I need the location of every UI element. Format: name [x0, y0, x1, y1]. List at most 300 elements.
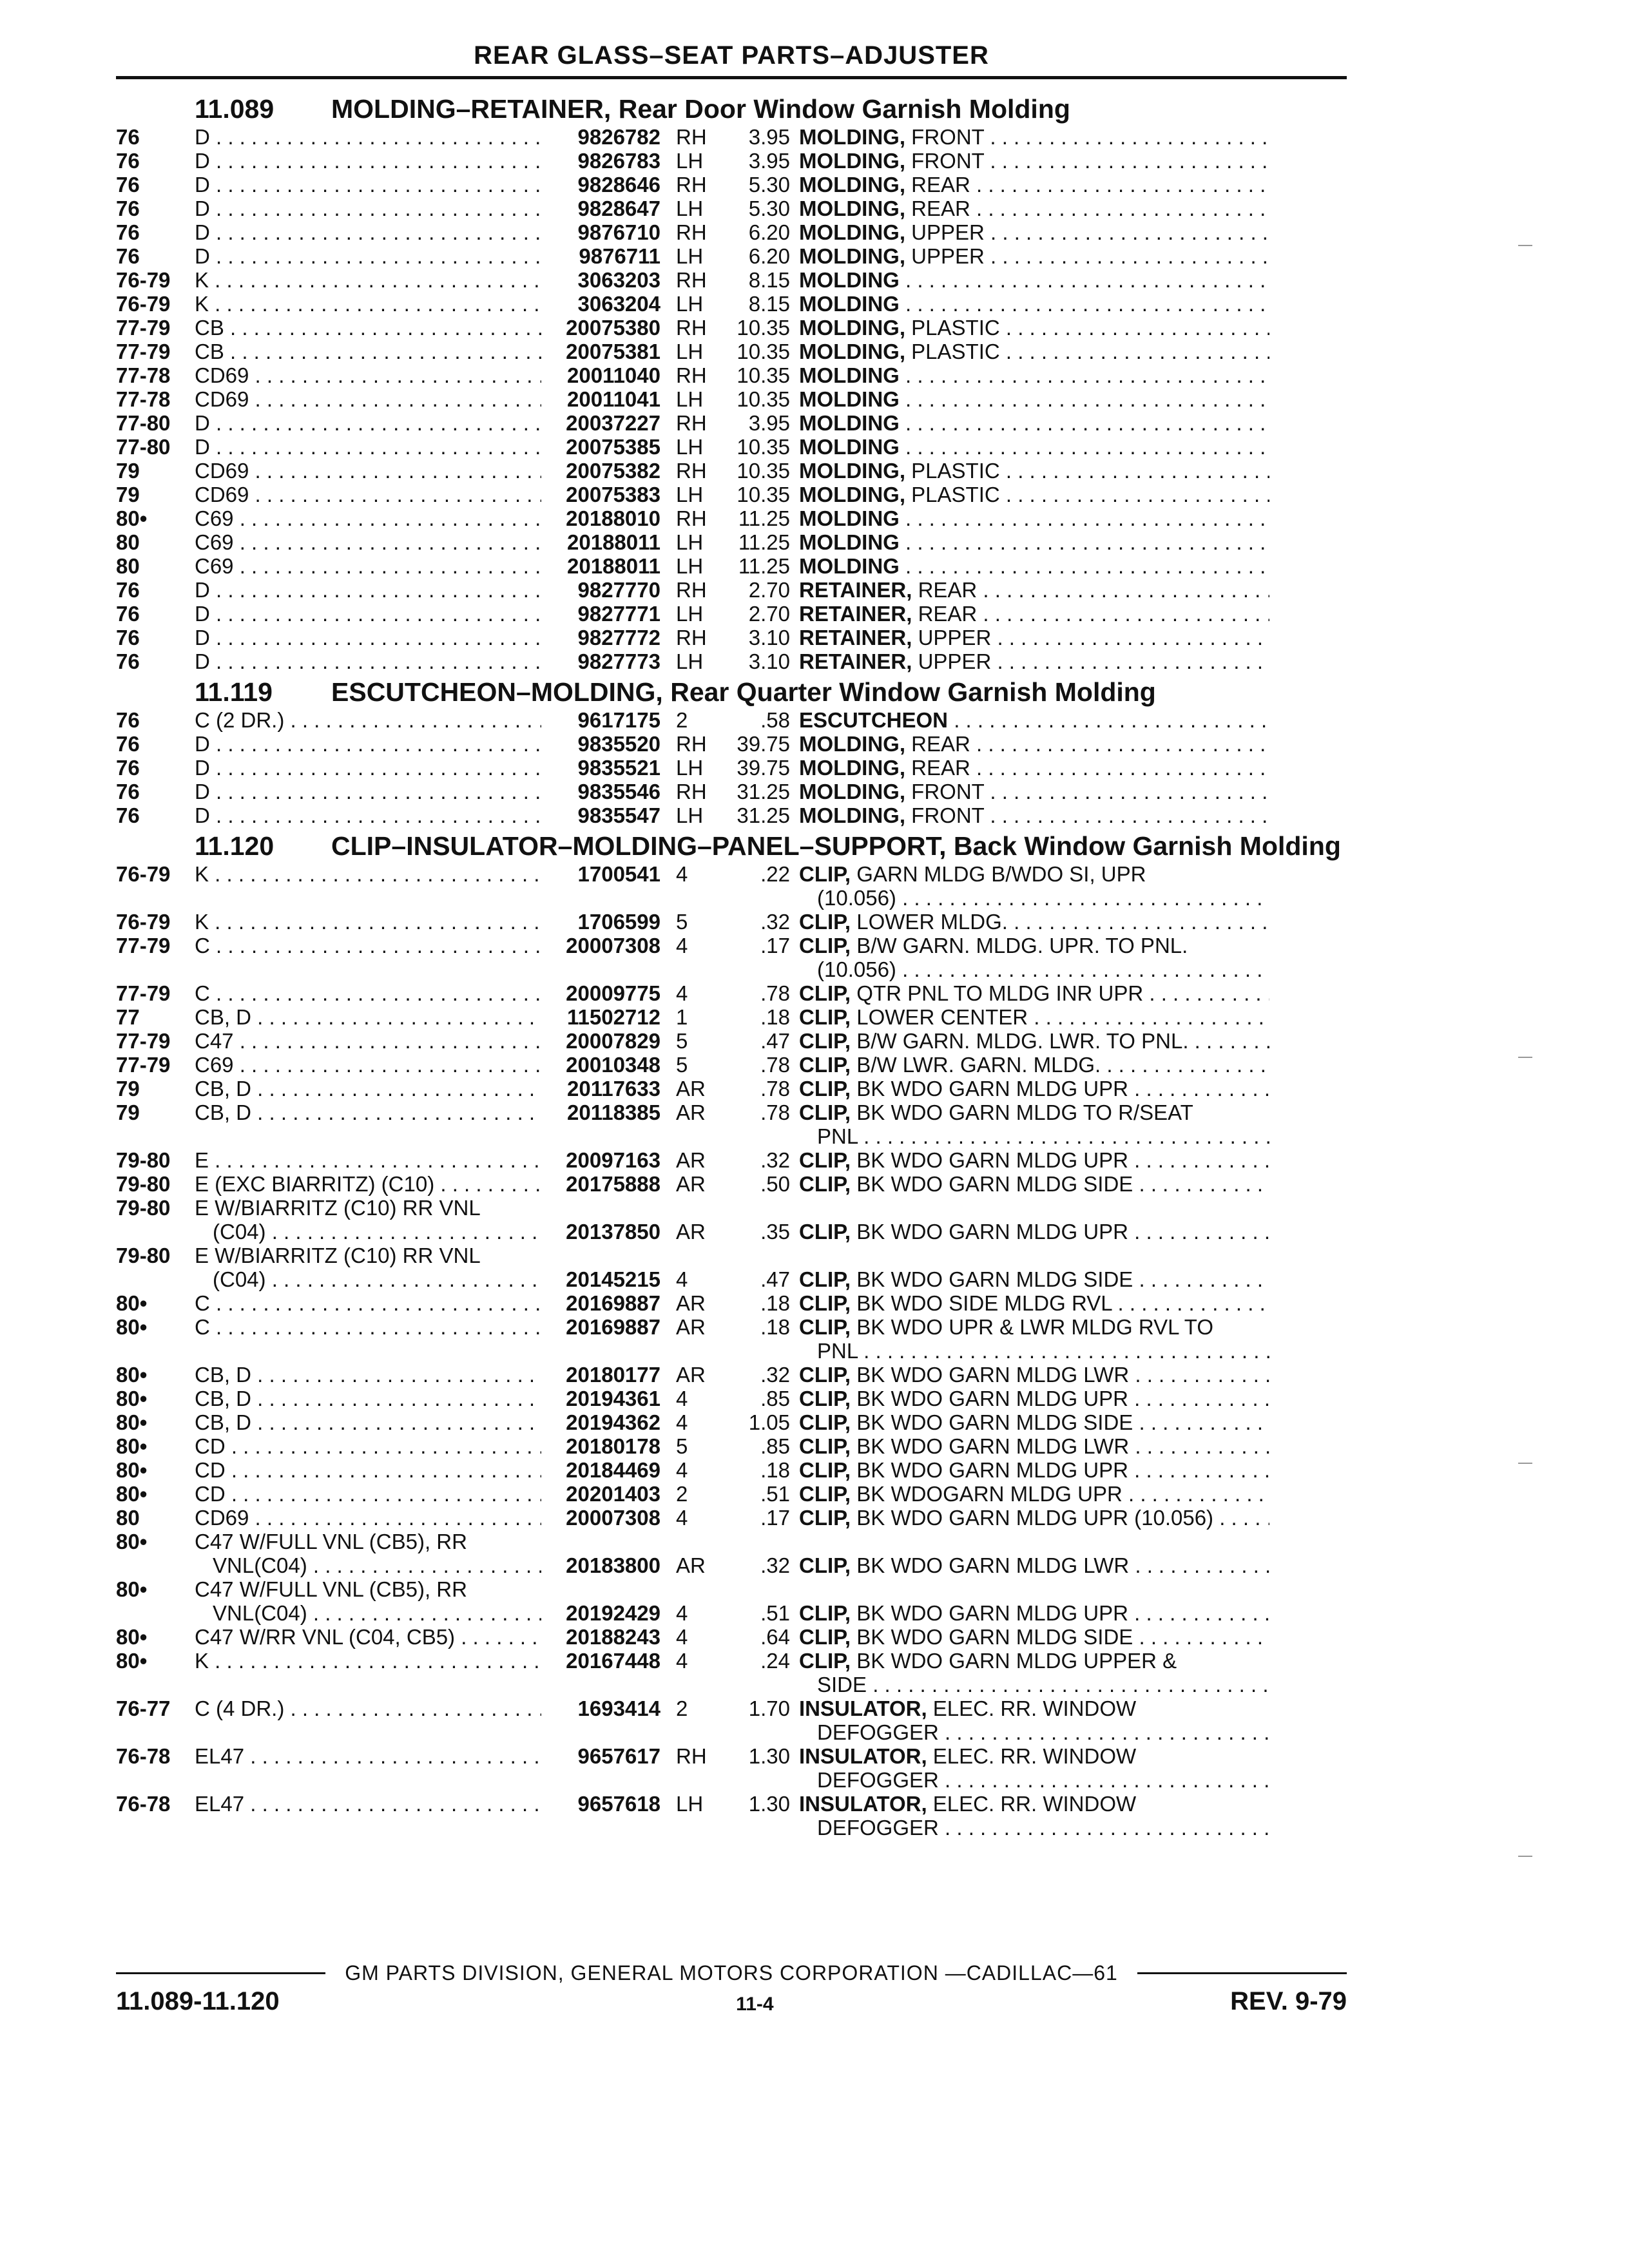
- row-part-number: 20194361: [566, 1387, 660, 1410]
- row-year: 79: [116, 1077, 140, 1100]
- row-description-cell: [799, 125, 1269, 149]
- row-price: 10.35: [737, 387, 790, 411]
- row-model: D . . .: [195, 435, 541, 459]
- row-description-name: CLIP,: [799, 1029, 851, 1053]
- row-description-cell: [799, 220, 1269, 244]
- row-model: CB, D . . .: [195, 1387, 541, 1410]
- row-description: [799, 411, 1269, 435]
- row-description-name: CLIP,: [799, 1315, 851, 1339]
- row-model-cell: [195, 934, 541, 957]
- row-year: 80•: [116, 1363, 148, 1387]
- row-model-cont: [195, 1267, 541, 1291]
- row-part-number: 20007829: [566, 1029, 660, 1053]
- row-description-cell: [799, 435, 1269, 459]
- row-year: 76-79: [116, 910, 171, 934]
- row-model: C69 . . .: [195, 1053, 541, 1077]
- row-description-cell: [799, 1577, 1269, 1625]
- table-row: [116, 244, 1347, 268]
- row-description-cont: [799, 1816, 1269, 1840]
- row-model-cell: [195, 1577, 541, 1625]
- row-price: 10.35: [737, 435, 790, 459]
- row-quantity: RH: [676, 173, 707, 197]
- row-quantity: AR: [676, 1148, 706, 1172]
- row-description-cell: [799, 1291, 1269, 1315]
- row-description-name: CLIP,: [799, 1291, 851, 1315]
- row-description-cont: [799, 1768, 1269, 1792]
- row-description-cell: [799, 292, 1269, 316]
- row-quantity: LH: [676, 554, 704, 578]
- row-description-cell: [799, 173, 1269, 197]
- row-year: 77-79: [116, 1029, 171, 1053]
- row-model-cell: [195, 363, 541, 387]
- row-model: CD69 . . .: [195, 363, 541, 387]
- row-model: D . . .: [195, 411, 541, 435]
- row-quantity: 5: [676, 910, 688, 934]
- row-model-cell: [195, 173, 541, 197]
- row-description-cell: [799, 1005, 1269, 1029]
- row-quantity: 5: [676, 1029, 688, 1053]
- row-part-number: 20188010: [566, 506, 660, 530]
- row-description-name: CLIP,: [799, 1506, 851, 1530]
- row-model: C47 W/FULL VNL (CB5), RR: [195, 1577, 467, 1601]
- row-description-name: MOLDING,: [799, 459, 905, 483]
- row-model: CB . . .: [195, 316, 541, 340]
- row-description: [799, 803, 1269, 827]
- row-description: [799, 292, 1269, 316]
- row-price: .78: [760, 1100, 790, 1124]
- row-model: CD69 . . .: [195, 459, 541, 483]
- row-price: .32: [760, 1148, 790, 1172]
- row-model: CB . . .: [195, 340, 541, 363]
- row-model-cell: [195, 1148, 541, 1172]
- row-part-number: 20007308: [566, 1506, 660, 1530]
- row-year: 80: [116, 1506, 140, 1530]
- row-description-cell: [799, 1029, 1269, 1053]
- row-description-detail: PLASTIC: [911, 483, 1000, 506]
- row-description-detail: BK WDO GARN MLDG LWR: [856, 1434, 1130, 1458]
- row-quantity: 4: [676, 1649, 688, 1673]
- row-description: [799, 1601, 1269, 1625]
- table-row: [116, 411, 1347, 435]
- table-row: [116, 173, 1347, 197]
- row-quantity: LH: [676, 756, 704, 780]
- row-quantity: AR: [676, 1100, 706, 1124]
- row-description-detail: BK WDO GARN MLDG UPPER &: [856, 1649, 1177, 1673]
- row-part-number: 20075381: [566, 340, 660, 363]
- row-model-cont-text: (C04) . . .: [213, 1220, 541, 1244]
- section-title: ESCUTCHEON–MOLDING,: [331, 677, 663, 707]
- table-row: [116, 530, 1347, 554]
- row-description-cell: [799, 910, 1269, 934]
- row-model-cell: [195, 1744, 541, 1768]
- row-description: [799, 862, 1269, 886]
- row-description-detail: ELEC. RR. WINDOW: [932, 1744, 1137, 1768]
- row-description-name: INSULATOR,: [799, 1696, 927, 1720]
- row-price: 6.20: [748, 244, 790, 268]
- row-part-number: 20180178: [566, 1434, 660, 1458]
- row-part-number: 9835546: [577, 780, 660, 803]
- row-description-cell: [799, 197, 1269, 220]
- table-row: [116, 363, 1347, 387]
- table-row: [116, 756, 1347, 780]
- row-price: .51: [760, 1482, 790, 1506]
- row-description: [799, 1625, 1269, 1649]
- row-description-detail: BK WDO GARN MLDG UPR: [856, 1148, 1128, 1172]
- row-year: 80: [116, 554, 140, 578]
- row-year: 76-79: [116, 862, 171, 886]
- table-row: [116, 125, 1347, 149]
- table-row: [116, 220, 1347, 244]
- row-model: C69 . . .: [195, 530, 541, 554]
- row-year: 77-79: [116, 934, 171, 957]
- row-description: [799, 1148, 1269, 1172]
- row-model-cell: [195, 1458, 541, 1482]
- row-quantity: LH: [676, 1792, 704, 1816]
- section-title: CLIP–INSULATOR–MOLDING–PANEL–SUPPORT,: [331, 831, 947, 861]
- row-model: CD69 . . .: [195, 483, 541, 506]
- row-price: 10.35: [737, 363, 790, 387]
- row-description-cell: [799, 387, 1269, 411]
- row-description-name: INSULATOR,: [799, 1792, 927, 1816]
- row-quantity: RH: [676, 780, 707, 803]
- row-part-number: 9835521: [577, 756, 660, 780]
- row-part-number: 20188243: [566, 1625, 660, 1649]
- row-description-name: CLIP,: [799, 1601, 851, 1625]
- row-description-detail: PLASTIC: [911, 459, 1000, 483]
- table-row: [116, 1410, 1347, 1434]
- row-description-cont: [799, 886, 1269, 910]
- row-model: C (2 DR.) . . .: [195, 708, 541, 732]
- parts-list: [116, 90, 1347, 1840]
- row-year: 80•: [116, 1410, 148, 1434]
- row-description: [799, 780, 1269, 803]
- row-price: .22: [760, 862, 790, 886]
- row-model: D . . .: [195, 756, 541, 780]
- row-description-detail: REAR: [911, 732, 970, 756]
- row-model-cell: [195, 1172, 541, 1196]
- row-description-detail: BK WDOGARN MLDG UPR: [856, 1482, 1123, 1506]
- row-quantity: AR: [676, 1291, 706, 1315]
- row-model-cell: [195, 1005, 541, 1029]
- row-description: [799, 602, 1269, 626]
- row-model-cell: [195, 649, 541, 673]
- row-description-name: CLIP,: [799, 1458, 851, 1482]
- row-description-cell: [799, 981, 1269, 1005]
- row-price: 8.15: [748, 292, 790, 316]
- margin-mark: [1518, 1856, 1532, 1857]
- row-description-cont-text: DEFOGGER . . .: [817, 1816, 1269, 1840]
- row-price: .18: [760, 1458, 790, 1482]
- row-description-name: CLIP,: [799, 1553, 851, 1577]
- row-model: CB, D . . .: [195, 1410, 541, 1434]
- row-description-cell: [799, 1625, 1269, 1649]
- row-model: C47 . . .: [195, 1029, 541, 1053]
- row-quantity: 4: [676, 934, 688, 957]
- model-wrap: [195, 1577, 541, 1625]
- row-description-cell: [799, 506, 1269, 530]
- row-description: [799, 1458, 1269, 1482]
- row-description: [799, 910, 1269, 934]
- row-price: 3.95: [748, 149, 790, 173]
- section-title-block: [331, 831, 1347, 861]
- row-description-cell: [799, 803, 1269, 827]
- row-year: 76-78: [116, 1792, 171, 1816]
- row-quantity: LH: [676, 435, 704, 459]
- row-description-name: CLIP,: [799, 1148, 851, 1172]
- row-model: E W/BIARRITZ (C10) RR VNL: [195, 1196, 481, 1220]
- row-description: [799, 934, 1269, 957]
- row-part-number: 20169887: [566, 1315, 660, 1339]
- row-description-cell: [799, 1387, 1269, 1410]
- footer-bottom: [116, 1987, 1347, 2016]
- row-description-name: MOLDING: [799, 506, 900, 530]
- model-wrap: [195, 1196, 541, 1244]
- row-model-cell: [195, 602, 541, 626]
- row-quantity: LH: [676, 530, 704, 554]
- table-row: [116, 1530, 1347, 1577]
- table-row: [116, 602, 1347, 626]
- row-quantity: 2: [676, 708, 688, 732]
- row-description-cell: [799, 1649, 1269, 1696]
- row-description-name: CLIP,: [799, 1100, 851, 1124]
- row-part-number: 20075383: [566, 483, 660, 506]
- row-description-detail: PLASTIC: [911, 316, 1000, 340]
- row-quantity: 5: [676, 1434, 688, 1458]
- row-description-cell: [799, 1196, 1269, 1244]
- row-description-cell: [799, 780, 1269, 803]
- row-quantity: LH: [676, 197, 704, 220]
- row-model: C69 . . .: [195, 506, 541, 530]
- row-description-detail: B/W GARN. MLDG. LWR. TO PNL.: [856, 1029, 1189, 1053]
- row-model-cell: [195, 1029, 541, 1053]
- row-model-cell: [195, 411, 541, 435]
- row-description-cont-text: (10.056) . . .: [817, 886, 1269, 910]
- row-year: 79-80: [116, 1172, 171, 1196]
- row-model-cell: [195, 1696, 541, 1720]
- row-description: [799, 578, 1269, 602]
- row-price: .51: [760, 1601, 790, 1625]
- table-row: [116, 387, 1347, 411]
- row-model: D . . .: [195, 244, 541, 268]
- row-part-number: 20117633: [566, 1077, 660, 1100]
- row-model: C69 . . .: [195, 554, 541, 578]
- table-row: [116, 1005, 1347, 1029]
- row-quantity: AR: [676, 1172, 706, 1196]
- row-description-detail: BK WDO GARN MLDG UPR: [856, 1387, 1128, 1410]
- row-description-name: MOLDING: [799, 268, 900, 292]
- row-description: [799, 1506, 1269, 1530]
- row-part-number: 20097163: [566, 1148, 660, 1172]
- row-year: 79-80: [116, 1244, 171, 1267]
- row-description-name: MOLDING: [799, 387, 900, 411]
- table-row: [116, 1148, 1347, 1172]
- row-description-detail: PLASTIC: [911, 340, 1000, 363]
- row-model: EL47 . . .: [195, 1744, 541, 1768]
- row-model: D . . .: [195, 649, 541, 673]
- row-description-cell: [799, 934, 1269, 981]
- row-year: 76: [116, 197, 140, 220]
- row-description-name: CLIP,: [799, 1267, 851, 1291]
- row-quantity: AR: [676, 1315, 706, 1339]
- page-title: REAR GLASS–SEAT PARTS–ADJUSTER: [474, 41, 989, 70]
- row-model-cell: [195, 1387, 541, 1410]
- row-description-cell: [799, 578, 1269, 602]
- section-header: [116, 94, 1347, 124]
- row-description: [799, 387, 1269, 411]
- row-model: D . . .: [195, 173, 541, 197]
- row-description-name: RETAINER,: [799, 649, 912, 673]
- row-description: [799, 435, 1269, 459]
- row-description: [799, 1291, 1269, 1315]
- row-description-detail: UPPER: [911, 220, 985, 244]
- row-description-cell: [799, 149, 1269, 173]
- row-description-detail: FRONT: [911, 149, 985, 173]
- row-year: 77-79: [116, 340, 171, 363]
- section-header: [116, 831, 1347, 861]
- row-description-name: CLIP,: [799, 1172, 851, 1196]
- row-description-detail: BK WDO GARN MLDG SIDE: [856, 1267, 1133, 1291]
- row-price: 11.25: [738, 506, 790, 530]
- row-model-cell: [195, 292, 541, 316]
- row-quantity: RH: [676, 316, 707, 340]
- row-model-cell: [195, 435, 541, 459]
- row-model-cell: [195, 756, 541, 780]
- section-subtitle: Rear Quarter Window Garnish Molding: [670, 677, 1156, 707]
- row-description-cell: [799, 483, 1269, 506]
- row-model-cell: [195, 1530, 541, 1577]
- row-description-cell: [799, 554, 1269, 578]
- row-model: D . . .: [195, 125, 541, 149]
- table-row: [116, 1625, 1347, 1649]
- row-price: 8.15: [748, 268, 790, 292]
- row-description-detail: BK WDO GARN MLDG LWR: [856, 1553, 1130, 1577]
- row-model-cont-text: VNL(C04) . . .: [213, 1601, 541, 1625]
- row-price: 39.75: [737, 756, 790, 780]
- row-description-name: INSULATOR,: [799, 1744, 927, 1768]
- row-description-cont: [799, 957, 1269, 981]
- row-model: C . . .: [195, 1291, 541, 1315]
- row-description-cell: [799, 1482, 1269, 1506]
- row-quantity: AR: [676, 1553, 706, 1577]
- row-description-cell: [799, 268, 1269, 292]
- table-row: [116, 1291, 1347, 1315]
- row-quantity: 4: [676, 1625, 688, 1649]
- table-row: [116, 649, 1347, 673]
- row-part-number: 20192429: [566, 1601, 660, 1625]
- row-quantity: 1: [676, 1005, 688, 1029]
- row-year: 77-80: [116, 435, 171, 459]
- row-year: 76-79: [116, 268, 171, 292]
- footer-publisher: GM PARTS DIVISION, GENERAL MOTORS CORPORATION —CADILLAC—61: [345, 1961, 1118, 1984]
- row-year: 80•: [116, 1458, 148, 1482]
- row-description-cell: [799, 316, 1269, 340]
- description-wrap: [799, 934, 1269, 981]
- row-model: CB, D . . .: [195, 1005, 541, 1029]
- row-description-name: CLIP,: [799, 1363, 851, 1387]
- section-title-block: [331, 677, 1347, 707]
- row-description-cell: [799, 732, 1269, 756]
- row-description: [799, 244, 1269, 268]
- row-description-cell: [799, 1053, 1269, 1077]
- row-part-number: 20011040: [566, 363, 660, 387]
- row-description: [799, 1053, 1269, 1077]
- row-description-cell: [799, 1244, 1269, 1291]
- row-price: 11.25: [738, 554, 790, 578]
- row-quantity: LH: [676, 387, 704, 411]
- row-year: 80•: [116, 1291, 148, 1315]
- row-model-cell: [195, 1100, 541, 1124]
- row-description-detail: FRONT: [911, 125, 985, 149]
- row-model-cont-text: (C04) . . .: [213, 1267, 541, 1291]
- description-wrap: [799, 1744, 1269, 1792]
- row-price: .17: [760, 1506, 790, 1530]
- row-description-cell: [799, 1315, 1269, 1363]
- row-description: [799, 197, 1269, 220]
- row-year: 76: [116, 649, 140, 673]
- row-description-detail: GARN MLDG B/WDO SI, UPR: [856, 862, 1146, 886]
- row-description-name: MOLDING,: [799, 244, 905, 268]
- row-description-detail: REAR: [911, 197, 970, 220]
- table-row: [116, 435, 1347, 459]
- row-quantity: RH: [676, 506, 707, 530]
- margin-mark: [1518, 245, 1532, 246]
- section-title: MOLDING–RETAINER,: [331, 94, 612, 124]
- row-description-detail: ELEC. RR. WINDOW: [932, 1792, 1137, 1816]
- row-model-cell: [195, 244, 541, 268]
- description-wrap: [799, 1315, 1269, 1363]
- description-wrap: [799, 1792, 1269, 1840]
- description-wrap: [799, 1100, 1269, 1148]
- row-model-cell: [195, 554, 541, 578]
- row-model: K . . .: [195, 268, 541, 292]
- row-description-detail: QTR PNL TO MLDG INR UPR: [856, 981, 1144, 1005]
- row-description-detail: BK WDO GARN MLDG SIDE: [856, 1625, 1133, 1649]
- row-description-cell: [799, 649, 1269, 673]
- row-part-number: 20194362: [566, 1410, 660, 1434]
- row-part-number: 20175888: [566, 1172, 660, 1196]
- row-description-name: MOLDING: [799, 292, 900, 316]
- row-price: 2.70: [748, 578, 790, 602]
- row-part-number: 9827772: [577, 626, 660, 649]
- row-price: .78: [760, 1053, 790, 1077]
- row-description-name: MOLDING,: [799, 340, 905, 363]
- table-row: [116, 1649, 1347, 1696]
- footer-rule-right: [1137, 1972, 1347, 1974]
- title-rule: [116, 76, 1347, 79]
- row-description-name: MOLDING,: [799, 149, 905, 173]
- row-description-detail: FRONT: [911, 780, 985, 803]
- row-price: .47: [760, 1029, 790, 1053]
- margin-mark: [1518, 1057, 1532, 1058]
- row-quantity: 4: [676, 1601, 688, 1625]
- row-description-cell: [799, 1458, 1269, 1482]
- row-quantity: 4: [676, 1410, 688, 1434]
- row-model-cell: [195, 1482, 541, 1506]
- row-description-detail: LOWER MLDG.: [856, 910, 1008, 934]
- row-year: 76: [116, 602, 140, 626]
- row-quantity: 4: [676, 1458, 688, 1482]
- row-description-detail: FRONT: [911, 803, 985, 827]
- row-year: 76: [116, 173, 140, 197]
- row-description-cont-text: PNL . . .: [817, 1124, 1269, 1148]
- row-description-name: CLIP,: [799, 1005, 851, 1029]
- footer-section-range: 11.089-11.120: [116, 1987, 280, 2015]
- row-description: [799, 756, 1269, 780]
- row-model: C . . .: [195, 1315, 541, 1339]
- row-part-number: 20201403: [566, 1482, 660, 1506]
- section-header: [116, 677, 1347, 707]
- table-row: [116, 934, 1347, 981]
